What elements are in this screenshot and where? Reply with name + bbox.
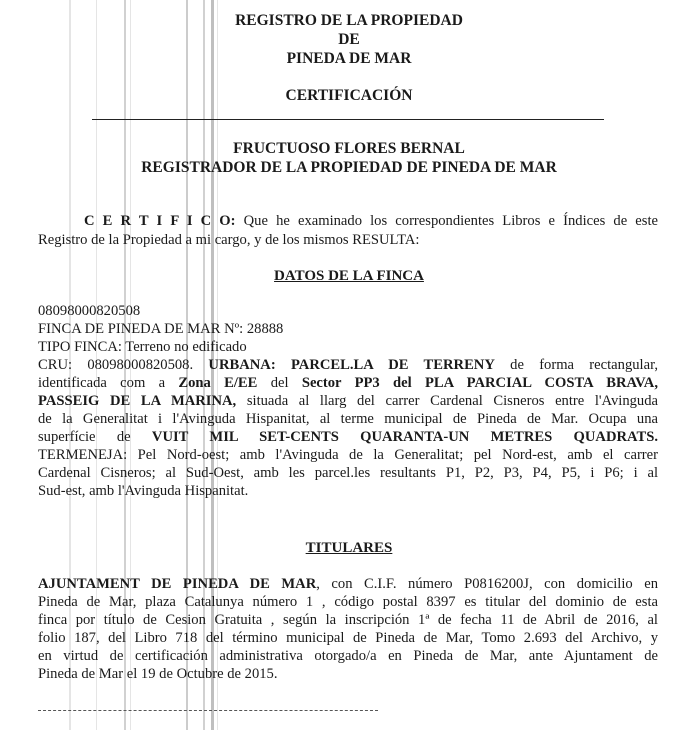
desc-text: situada al llarg del carrer Cardenal Cisneros entre l'Avinguda xyxy=(236,393,659,409)
desc-bold: PASSEIG DE LA MARINA, xyxy=(38,393,237,409)
closing-dashed-rule xyxy=(38,710,378,711)
certifico-line-2: Registro de la Propiedad a mi cargo, y de los mismos RESULTA: xyxy=(38,232,420,248)
finca-desc-line-7: Cardenal Cisneros; al Sud-Oest, amb les parcel.les resultants P1, P2, P3, P4, P5, i P6; i al xyxy=(38,465,658,481)
finca-desc-line-6: TERMENEJA: Pel Nord-oest; amb l'Avinguda de la Generalitat; pel Nord-est, amb el carrer xyxy=(38,447,658,463)
finca-desc-line-3 xyxy=(38,392,658,410)
titulares-line-5: en virtud de certificación administrativa otorgado/a en Pineda de Mar, ante Ajuntament de xyxy=(38,648,658,664)
registry-title: REGISTRO DE LA PROPIEDAD xyxy=(235,12,463,29)
finca-desc-line-5 xyxy=(38,428,658,446)
certifico-label: C E R T I F I C O: xyxy=(84,213,236,229)
titular-name: AJUNTAMENT DE PINEDA DE MAR xyxy=(38,576,317,592)
registry-title-de: DE xyxy=(338,31,360,48)
finca-tipo: TIPO FINCA: Terreno no edificado xyxy=(38,339,247,355)
titular-text: , con C.I.F. número P0816200J, con domicilio en xyxy=(316,576,658,592)
desc-bold: Sector PP3 del PLA PARCIAL COSTA BRAVA, xyxy=(301,375,658,391)
finca-code: 08098000820508 xyxy=(38,303,141,319)
certificacion-title: CERTIFICACIÓN xyxy=(285,87,413,104)
finca-desc-line-8: Sud-est, amb l'Avinguda Hispanitat. xyxy=(38,483,249,499)
registrar-name: FRUCTUOSO FLORES BERNAL xyxy=(233,140,465,157)
desc-text: identificada com a xyxy=(38,375,179,391)
finca-desc-line-4: de la Generalitat i l'Avinguda Hispanitat, al terme municipal de Pineda de Mar. Ocupa una xyxy=(38,411,658,427)
titulares-heading: TITULARES xyxy=(305,540,393,556)
cru-rest: de forma rectangular, xyxy=(494,357,658,373)
cru-prefix: CRU: 08098000820508. xyxy=(38,357,209,373)
cru-bold: URBANA: PARCEL.LA DE TERRENY xyxy=(208,357,495,373)
titulares-line-6: Pineda de Mar el 19 de Octubre de 2015. xyxy=(38,666,278,682)
titulares-line-1 xyxy=(38,575,658,593)
desc-bold: Zona E/EE xyxy=(178,375,258,391)
finca-number: FINCA DE PINEDA DE MAR Nº: 28888 xyxy=(38,321,284,337)
certifico-text-1: Que he examinado los correspondientes Libros e Índices de este xyxy=(235,213,658,229)
desc-text: del xyxy=(257,375,302,391)
desc-bold: VUIT MIL SET-CENTS QUARANTA-UN METRES QUADRATS. xyxy=(151,429,659,445)
header-rule xyxy=(92,119,604,120)
titulares-line-2: Pineda de Mar, plaza Catalunya número 1 , código postal 8397 es titular del dominio de esta xyxy=(38,594,658,610)
finca-desc-line-2 xyxy=(38,374,658,392)
desc-text: superfície de xyxy=(38,429,152,445)
certifico-line-1 xyxy=(84,212,658,230)
registrar-title: REGISTRADOR DE LA PROPIEDAD DE PINEDA DE MAR xyxy=(141,159,557,176)
titulares-line-3: finca por título de Cesion Gratuita , según la inscripción 1ª de fecha 11 de Abril de 2016, al xyxy=(38,612,658,628)
titulares-line-4: folio 187, del Libro 718 del término municipal de Pineda de Mar, Tomo 2.693 del Archivo, y xyxy=(38,630,658,646)
finca-desc-line-1 xyxy=(38,356,658,374)
registry-title-place: PINEDA DE MAR xyxy=(286,50,412,67)
datos-heading: DATOS DE LA FINCA xyxy=(274,268,424,284)
